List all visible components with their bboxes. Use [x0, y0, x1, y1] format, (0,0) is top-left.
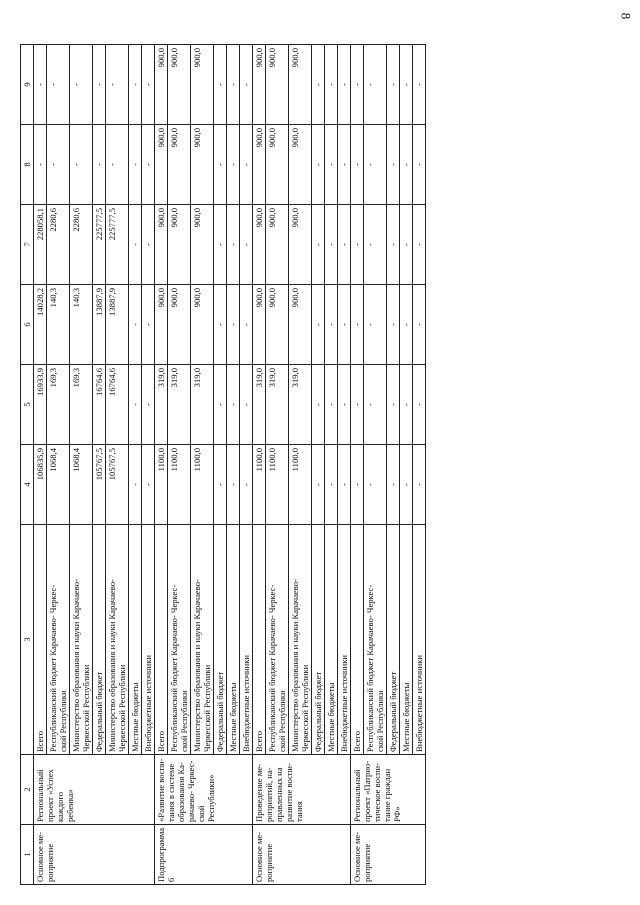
- funding-source-cell: Федеральный бюджет: [312, 525, 325, 755]
- funding-source-cell: Внебюджетные источники: [413, 525, 426, 755]
- page-number: 8: [618, 12, 634, 20]
- value-cell: -: [338, 205, 351, 285]
- value-cell: 1100,0: [168, 445, 191, 525]
- value-cell: -: [70, 125, 93, 205]
- value-cell: -: [338, 45, 351, 125]
- value-cell: -: [387, 125, 400, 205]
- value-cell: -: [142, 125, 155, 205]
- value-cell: 900,0: [191, 45, 214, 125]
- value-cell: 900,0: [253, 285, 266, 365]
- value-cell: -: [240, 205, 253, 285]
- value-cell: -: [400, 45, 413, 125]
- value-cell: -: [338, 445, 351, 525]
- value-cell: -: [351, 45, 364, 125]
- value-cell: 900,0: [155, 285, 168, 365]
- value-cell: 900,0: [266, 45, 289, 125]
- value-cell: -: [227, 365, 240, 445]
- value-cell: 900,0: [155, 205, 168, 285]
- value-cell: 228058,1: [34, 205, 47, 285]
- value-cell: -: [47, 45, 70, 125]
- value-cell: 16764,6: [106, 365, 129, 445]
- funding-source-cell: Всего: [34, 525, 47, 755]
- value-cell: 900,0: [253, 205, 266, 285]
- value-cell: -: [129, 45, 142, 125]
- funding-source-cell: Федеральный бюджет: [387, 525, 400, 755]
- value-cell: -: [142, 365, 155, 445]
- value-cell: -: [34, 45, 47, 125]
- value-cell: -: [129, 365, 142, 445]
- value-cell: 1100,0: [289, 445, 312, 525]
- value-cell: -: [413, 205, 426, 285]
- event-type-cell: Подпрограмма 6: [155, 825, 253, 885]
- col-header: 2: [21, 755, 34, 825]
- value-cell: 900,0: [155, 45, 168, 125]
- value-cell: -: [351, 445, 364, 525]
- value-cell: -: [142, 285, 155, 365]
- value-cell: -: [338, 365, 351, 445]
- value-cell: -: [312, 125, 325, 205]
- value-cell: -: [214, 125, 227, 205]
- value-cell: -: [325, 125, 338, 205]
- value-cell: -: [312, 365, 325, 445]
- value-cell: -: [214, 45, 227, 125]
- value-cell: -: [387, 445, 400, 525]
- funding-source-cell: Федеральный бюджет: [93, 525, 106, 755]
- value-cell: -: [400, 365, 413, 445]
- value-cell: 319,0: [155, 365, 168, 445]
- event-type-cell: Основное ме- роприятие: [351, 825, 426, 885]
- value-cell: 319,0: [289, 365, 312, 445]
- value-cell: 14028,2: [34, 285, 47, 365]
- value-cell: 169,3: [70, 365, 93, 445]
- value-cell: -: [351, 365, 364, 445]
- col-header: 6: [21, 285, 34, 365]
- funding-source-cell: Всего: [253, 525, 266, 755]
- value-cell: -: [214, 445, 227, 525]
- value-cell: -: [70, 45, 93, 125]
- value-cell: -: [338, 285, 351, 365]
- value-cell: -: [364, 285, 387, 365]
- value-cell: -: [312, 285, 325, 365]
- value-cell: 2280,6: [70, 205, 93, 285]
- table-row: [34, 45, 47, 885]
- value-cell: 1068,4: [47, 445, 70, 525]
- program-name-cell: Проведение ме- роприятий, на- правленных на развитие воспи- тания: [253, 755, 351, 825]
- value-cell: -: [338, 125, 351, 205]
- value-cell: 13887,9: [93, 285, 106, 365]
- value-cell: -: [387, 365, 400, 445]
- value-cell: -: [351, 205, 364, 285]
- value-cell: -: [325, 205, 338, 285]
- value-cell: 1100,0: [266, 445, 289, 525]
- value-cell: 169,3: [47, 365, 70, 445]
- value-cell: 13887,9: [106, 285, 129, 365]
- funding-source-cell: Местные бюджеты: [325, 525, 338, 755]
- rotated-table-container: [20, 45, 600, 885]
- value-cell: -: [227, 445, 240, 525]
- value-cell: 900,0: [168, 125, 191, 205]
- program-name-cell: Региональный проект «Успех каждого ребенка»: [34, 755, 155, 825]
- value-cell: -: [227, 205, 240, 285]
- program-name-cell: «Развитие воспи- тания в системе образования Ка- рачаево- Черкес- ской Республики»: [155, 755, 253, 825]
- value-cell: 319,0: [253, 365, 266, 445]
- funding-source-cell: Внебюджетные источники: [142, 525, 155, 755]
- value-cell: -: [227, 285, 240, 365]
- value-cell: -: [351, 285, 364, 365]
- value-cell: 1100,0: [191, 445, 214, 525]
- value-cell: 900,0: [155, 125, 168, 205]
- funding-source-cell: Местные бюджеты: [400, 525, 413, 755]
- value-cell: -: [240, 445, 253, 525]
- value-cell: 1100,0: [253, 445, 266, 525]
- value-cell: -: [240, 125, 253, 205]
- funding-source-cell: Министерство образования и науки Карачаево- Черкесской Республики: [106, 525, 129, 755]
- value-cell: 2280,6: [47, 205, 70, 285]
- value-cell: 106835,9: [34, 445, 47, 525]
- value-cell: 900,0: [289, 285, 312, 365]
- value-cell: 900,0: [253, 125, 266, 205]
- value-cell: 225777,5: [93, 205, 106, 285]
- value-cell: 1068,4: [70, 445, 93, 525]
- value-cell: 900,0: [266, 285, 289, 365]
- funding-source-cell: Республиканский бюджет Карачаево- Черкес- ской Республики: [364, 525, 387, 755]
- funding-source-cell: Всего: [155, 525, 168, 755]
- value-cell: -: [364, 445, 387, 525]
- value-cell: 16764,6: [93, 365, 106, 445]
- value-cell: -: [312, 205, 325, 285]
- value-cell: 900,0: [289, 205, 312, 285]
- value-cell: 900,0: [266, 125, 289, 205]
- value-cell: 900,0: [289, 45, 312, 125]
- funding-source-cell: Министерство образования и науки Карачаево- Черкесской Республики: [191, 525, 214, 755]
- value-cell: 105767,5: [93, 445, 106, 525]
- value-cell: 900,0: [168, 45, 191, 125]
- table-body: [34, 45, 426, 885]
- value-cell: -: [227, 45, 240, 125]
- value-cell: -: [129, 285, 142, 365]
- event-type-cell: Основное ме- роприятие: [253, 825, 351, 885]
- value-cell: 225777,5: [106, 205, 129, 285]
- value-cell: -: [214, 205, 227, 285]
- value-cell: -: [413, 365, 426, 445]
- funding-source-cell: Министерство образования и науки Карачаево- Черкесской Республики: [289, 525, 312, 755]
- funding-source-cell: Министерство образования и науки Карачаево- Черкесской Республики: [70, 525, 93, 755]
- value-cell: -: [364, 365, 387, 445]
- value-cell: 16933,9: [34, 365, 47, 445]
- value-cell: -: [240, 365, 253, 445]
- program-name-cell: Региональный проект «Патрио- тическое воспи- тание граждан РФ»: [351, 755, 426, 825]
- value-cell: -: [47, 125, 70, 205]
- value-cell: -: [312, 445, 325, 525]
- header-row: [21, 45, 34, 885]
- funding-table: [20, 44, 426, 885]
- value-cell: 900,0: [168, 285, 191, 365]
- funding-source-cell: Республиканский бюджет Карачаево- Черкес- ской Республики: [266, 525, 289, 755]
- col-header: 4: [21, 445, 34, 525]
- event-type-cell: Основное ме- роприятие: [34, 825, 155, 885]
- value-cell: 900,0: [168, 205, 191, 285]
- value-cell: -: [106, 45, 129, 125]
- value-cell: -: [400, 285, 413, 365]
- col-header: 5: [21, 365, 34, 445]
- value-cell: -: [142, 45, 155, 125]
- value-cell: 900,0: [191, 125, 214, 205]
- value-cell: -: [129, 125, 142, 205]
- value-cell: -: [413, 445, 426, 525]
- value-cell: -: [400, 445, 413, 525]
- value-cell: 140,3: [70, 285, 93, 365]
- value-cell: -: [214, 365, 227, 445]
- funding-source-cell: Местные бюджеты: [129, 525, 142, 755]
- value-cell: -: [129, 445, 142, 525]
- value-cell: 319,0: [191, 365, 214, 445]
- value-cell: -: [400, 125, 413, 205]
- value-cell: -: [351, 125, 364, 205]
- value-cell: -: [142, 205, 155, 285]
- value-cell: -: [400, 205, 413, 285]
- value-cell: -: [312, 45, 325, 125]
- value-cell: 319,0: [266, 365, 289, 445]
- value-cell: 900,0: [191, 205, 214, 285]
- value-cell: 900,0: [266, 205, 289, 285]
- col-header: 8: [21, 125, 34, 205]
- value-cell: -: [364, 205, 387, 285]
- value-cell: -: [325, 285, 338, 365]
- funding-source-cell: Республиканский бюджет Карачаево- Черкес- ской Республики: [168, 525, 191, 755]
- value-cell: -: [364, 125, 387, 205]
- value-cell: -: [106, 125, 129, 205]
- table-row: [253, 45, 266, 885]
- value-cell: -: [387, 285, 400, 365]
- value-cell: -: [129, 205, 142, 285]
- funding-source-cell: Местные бюджеты: [227, 525, 240, 755]
- value-cell: -: [93, 45, 106, 125]
- table-row: [351, 45, 364, 885]
- value-cell: -: [240, 285, 253, 365]
- value-cell: -: [325, 445, 338, 525]
- value-cell: 1100,0: [155, 445, 168, 525]
- value-cell: -: [240, 45, 253, 125]
- value-cell: -: [413, 125, 426, 205]
- value-cell: -: [413, 285, 426, 365]
- value-cell: -: [413, 45, 426, 125]
- value-cell: -: [387, 45, 400, 125]
- value-cell: -: [93, 125, 106, 205]
- value-cell: 900,0: [191, 285, 214, 365]
- funding-source-cell: Всего: [351, 525, 364, 755]
- value-cell: -: [214, 285, 227, 365]
- funding-source-cell: Внебюджетные источники: [240, 525, 253, 755]
- value-cell: -: [325, 45, 338, 125]
- col-header: 1: [21, 825, 34, 885]
- value-cell: 900,0: [253, 45, 266, 125]
- value-cell: -: [142, 445, 155, 525]
- col-header: 9: [21, 45, 34, 125]
- value-cell: -: [364, 45, 387, 125]
- col-header: 3: [21, 525, 34, 755]
- value-cell: -: [34, 125, 47, 205]
- value-cell: 900,0: [289, 125, 312, 205]
- value-cell: -: [325, 365, 338, 445]
- col-header: 7: [21, 205, 34, 285]
- value-cell: -: [387, 205, 400, 285]
- value-cell: -: [227, 125, 240, 205]
- funding-source-cell: Республиканский бюджет Карачаево- Черкес- ской Республики: [47, 525, 70, 755]
- value-cell: 319,0: [168, 365, 191, 445]
- value-cell: 140,3: [47, 285, 70, 365]
- funding-source-cell: Внебюджетные источники: [338, 525, 351, 755]
- funding-source-cell: Федеральный бюджет: [214, 525, 227, 755]
- value-cell: 105767,5: [106, 445, 129, 525]
- table-row: [155, 45, 168, 885]
